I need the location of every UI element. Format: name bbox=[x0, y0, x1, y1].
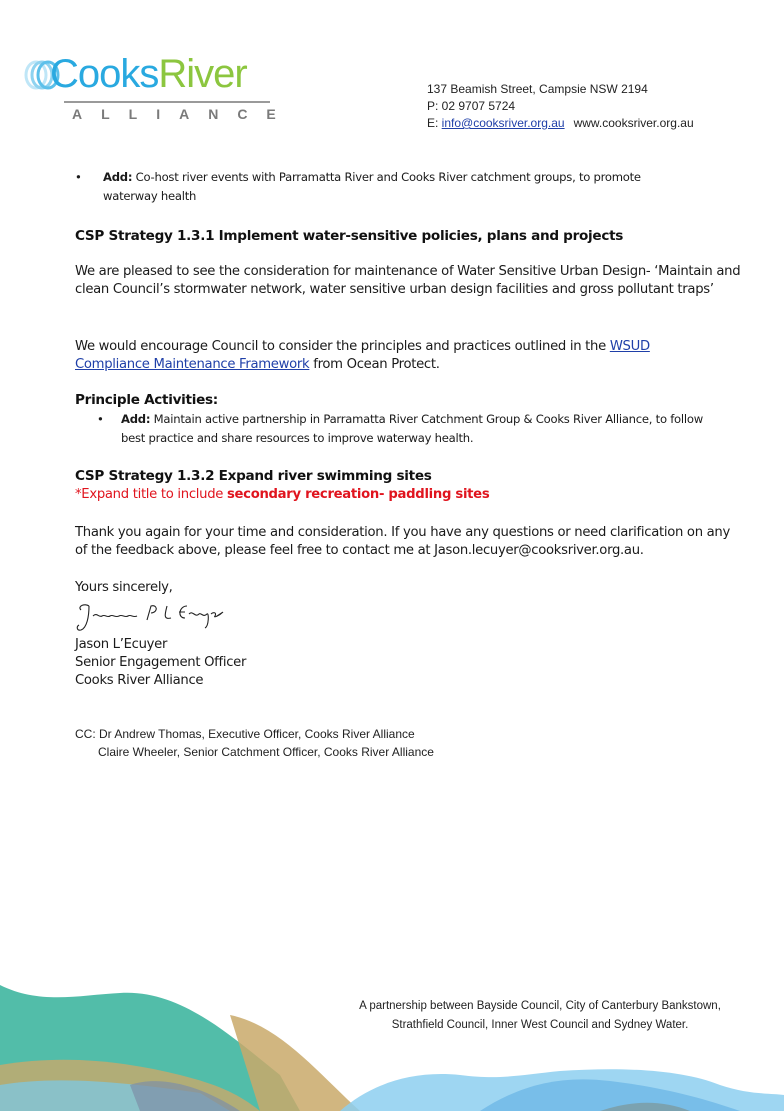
contact-block bbox=[427, 81, 694, 132]
contact-phone: P: 02 9707 5724 bbox=[427, 99, 516, 113]
bullet-cohost bbox=[75, 168, 695, 206]
bullet-body: Maintain active partnership in Parramatta River Catchment Group & Cooks River Alliance, to follow best practice and share resources to improve waterway health. bbox=[121, 412, 703, 445]
bullet-icon: • bbox=[97, 412, 104, 426]
cc-recipient-1: Dr Andrew Thomas, Executive Officer, Cooks River Alliance bbox=[99, 727, 415, 741]
bullet-text bbox=[103, 168, 695, 206]
para-text-end: from Ocean Protect. bbox=[309, 357, 440, 372]
bullet-text bbox=[121, 410, 717, 448]
signer-org: Cooks River Alliance bbox=[75, 673, 204, 688]
closing-paragraph: Thank you again for your time and consideration. If you have any questions or need clarification on any of the feedback above, please feel free to contact me at Jason.lecuyer@cooksriver.org.au. bbox=[75, 525, 730, 558]
website-text: www.cooksriver.org.au bbox=[573, 116, 694, 130]
signoff: Yours sincerely, bbox=[75, 580, 173, 595]
footer-partnership-text bbox=[330, 997, 750, 1035]
strategy-131-heading: CSP Strategy 1.3.1 Implement water-sensitive policies, plans and projects bbox=[75, 228, 624, 244]
strategy-132-heading: CSP Strategy 1.3.2 Expand river swimming sites bbox=[75, 468, 432, 484]
principle-activities-heading: Principle Activities: bbox=[75, 392, 218, 408]
signer-name: Jason L’Ecuyer bbox=[75, 637, 168, 652]
wsud-framework-link[interactable]: WSUD Compliance Maintenance Framework bbox=[75, 339, 650, 372]
bullet-label: Add: bbox=[103, 170, 133, 184]
note-prefix: *Expand title to include bbox=[75, 487, 227, 502]
wsud-framework-paragraph bbox=[75, 338, 715, 374]
wsud-maintenance-paragraph: We are pleased to see the consideration for maintenance of Water Sensitive Urban Design- ‘Maintain and clean Council’s stormwater network, water sensitive urban design facilities and gross pollutant traps’ bbox=[75, 264, 741, 297]
strategy-132-note bbox=[75, 486, 489, 504]
footer-line-1: A partnership between Bayside Council, City of Canterbury Bankstown, bbox=[359, 1000, 721, 1012]
cc-prefix: CC: bbox=[75, 727, 99, 741]
cc-block bbox=[75, 725, 434, 761]
para-text: We would encourage Council to consider the principles and practices outlined in the bbox=[75, 339, 610, 354]
cooks-river-alliance-logo bbox=[22, 50, 295, 130]
email-link[interactable]: info@cooksriver.org.au bbox=[441, 116, 565, 130]
note-emphasis: secondary recreation- paddling sites bbox=[226, 487, 490, 502]
bullet-body: Co-host river events with Parramatta River and Cooks River catchment groups, to promote waterway health bbox=[103, 170, 641, 203]
handwritten-signature bbox=[75, 600, 235, 634]
footer-line-2: Strathfield Council, Inner West Council and Sydney Water. bbox=[391, 1019, 689, 1031]
contact-address: 137 Beamish Street, Campsie NSW 2194 bbox=[427, 82, 648, 96]
signer-block bbox=[75, 636, 246, 690]
cc-recipient-2: Claire Wheeler, Senior Catchment Officer, Cooks River Alliance bbox=[98, 745, 434, 759]
email-prefix: E: bbox=[427, 116, 442, 130]
bullet-label: Add: bbox=[121, 412, 151, 426]
logo-subtitle: ALLIANCE bbox=[72, 106, 295, 122]
logo-word-river: River bbox=[158, 52, 247, 96]
logo-divider bbox=[64, 101, 270, 103]
logo-wordmark bbox=[50, 50, 247, 98]
signer-title: Senior Engagement Officer bbox=[75, 655, 247, 670]
footer-watercolor-waves bbox=[0, 975, 784, 1111]
bullet-partnership bbox=[97, 410, 717, 448]
cc-line-1 bbox=[75, 725, 434, 743]
logo-word-cooks: Cooks bbox=[50, 52, 159, 96]
contact-email-web bbox=[427, 115, 694, 132]
bullet-icon: • bbox=[75, 170, 82, 184]
